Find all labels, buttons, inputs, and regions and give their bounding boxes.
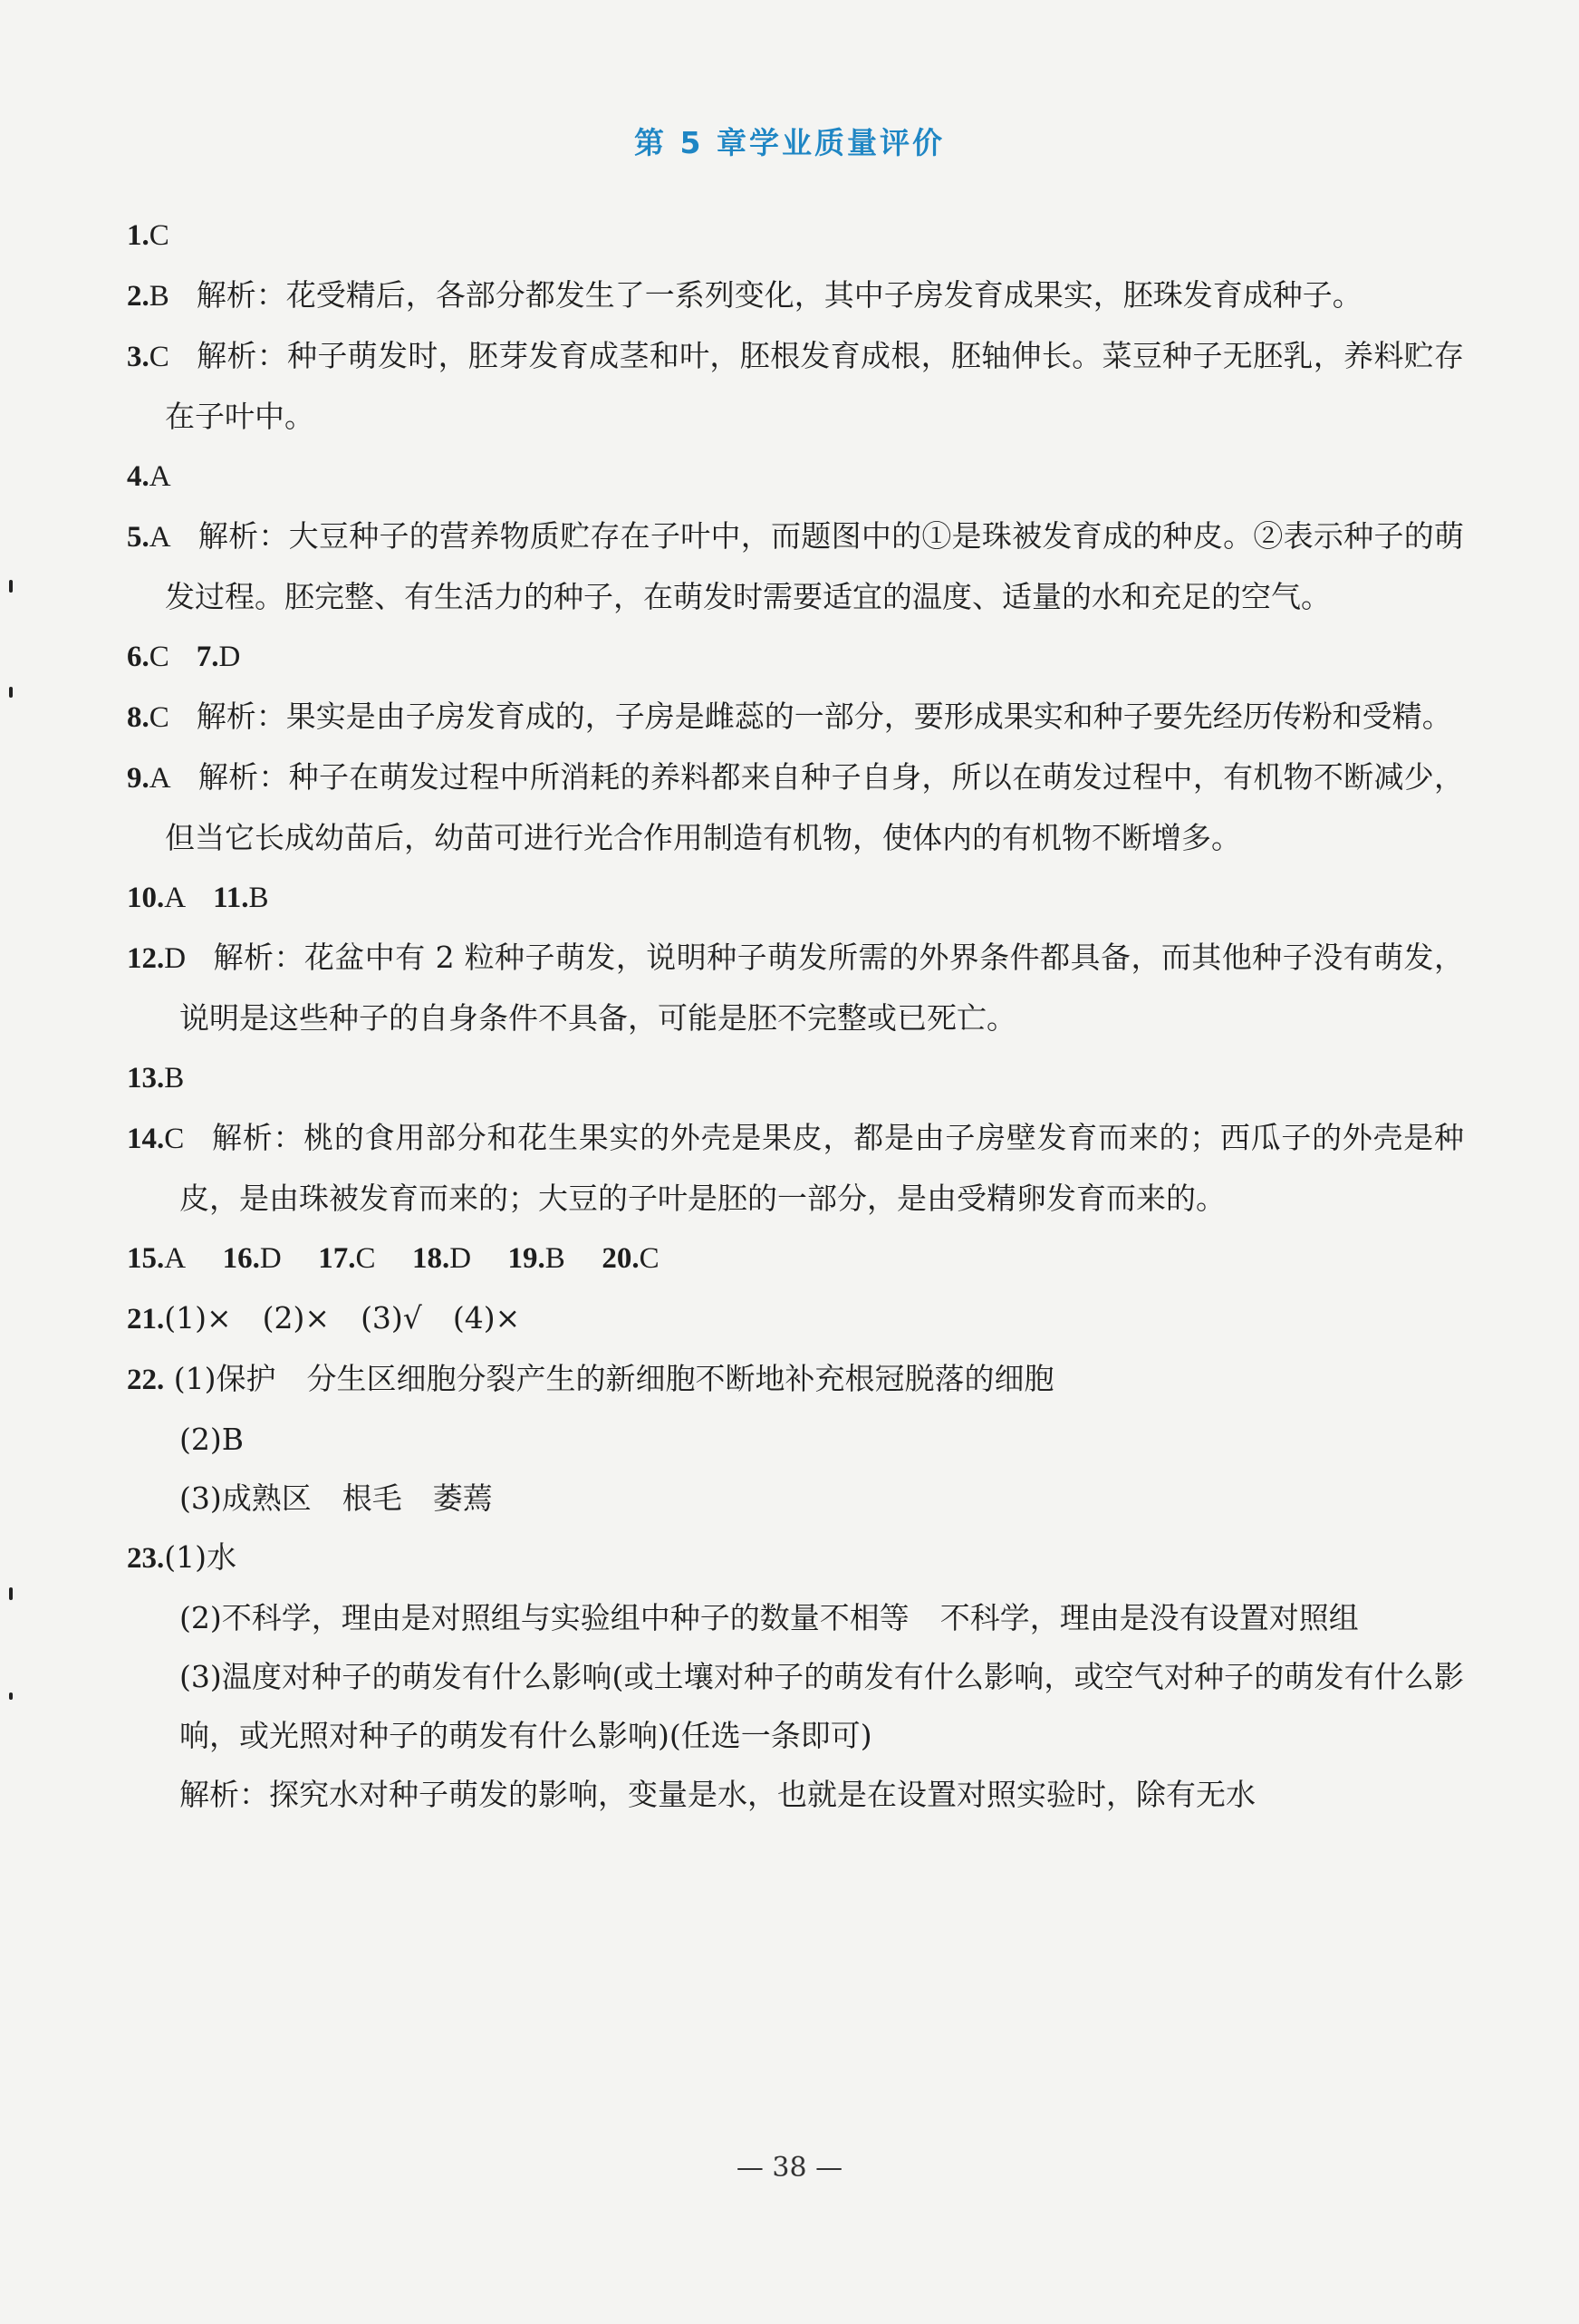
- explanation: 解析：花受精后，各部分都发生了一系列变化，其中子房发育成果实，胚珠发育成种子。: [196, 277, 1362, 313]
- explanation: 解析：种子在萌发过程中所消耗的养料都来自种子自身，所以在萌发过程中，有机物不断减少，但当它长成幼苗后，幼苗可进行光合作用制造有机物，使体内的有机物不断增多。: [165, 759, 1464, 855]
- explanation: 解析：花盆中有 2 粒种子萌发，说明种子萌发所需的外界条件都具备，而其他种子没有萌发，说明是这些种子的自身条件不具备，可能是胚不完整或已死亡。: [179, 940, 1464, 1036]
- scan-mark: [9, 1587, 13, 1600]
- page-number: — 38 —: [736, 2152, 843, 2184]
- answer-item: 23.(1)水: [127, 1539, 236, 1575]
- explanation: 解析：大豆种子的营养物质贮存在子叶中，而题图中的①是珠被发育成的种皮。②表示种子的萌发过程。胚完整、有生活力的种子，在萌发时需要适宜的温度、适量的水和充足的空气。: [165, 518, 1464, 614]
- answer-subpart: (3)温度对种子的萌发有什么影响(或土壤对种子的萌发有什么影响，或空气对种子的萌发有什么影响，或光照对种子的萌发有什么影响)(任选一条即可): [179, 1659, 1464, 1753]
- answer-item: 22. (1)保护 分生区细胞分裂产生的新细胞不断地补充根冠脱落的细胞: [127, 1361, 1054, 1396]
- answer-item: 12.D 解析：花盆中有 2 粒种子萌发，说明种子萌发所需的外界条件都具备，而其他种子没有萌发，说明是这些种子的自身条件不具备，可能是胚不完整或已死亡。: [127, 940, 1464, 1036]
- answer-item: 13.B: [127, 1062, 185, 1094]
- answer-item: 15.A 16.D 17.C 18.D 19.B 20.C: [127, 1242, 660, 1275]
- answer-item: 10.A 11.B: [127, 882, 269, 914]
- answer-item: 6.C 7.D: [127, 641, 241, 673]
- answer-subpart: (3)成熟区 根毛 萎蔫: [179, 1480, 493, 1516]
- answer-item: 21.(1)× (2)× (3)√ (4)×: [127, 1300, 521, 1336]
- answer-item: 2.B 解析：花受精后，各部分都发生了一系列变化，其中子房发育成果实，胚珠发育成种子。: [127, 277, 1362, 313]
- answer-item: 3.C 解析：种子萌发时，胚芽发育成茎和叶，胚根发育成根，胚轴伸长。菜豆种子无胚乳，养料贮存在子叶中。: [127, 338, 1464, 434]
- answer-item: 5.A 解析：大豆种子的营养物质贮存在子叶中，而题图中的①是珠被发育成的种皮。②表示种子的萌发过程。胚完整、有生活力的种子，在萌发时需要适宜的温度、适量的水和充足的空气。: [127, 518, 1464, 614]
- answer-item: 1.C: [127, 219, 169, 252]
- scan-mark: [9, 580, 13, 593]
- answer-item: 8.C 解析：果实是由子房发育成的，子房是雌蕊的一部分，要形成果实和种子要先经历传粉和受精。: [127, 699, 1452, 734]
- answer-subpart: (2)不科学，理由是对照组与实验组中种子的数量不相等 不科学，理由是没有设置对照组: [179, 1600, 1359, 1635]
- explanation: 解析：桃的食用部分和花生果实的外壳是果皮，都是由子房壁发育而来的；西瓜子的外壳是种皮，是由珠被发育而来的；大豆的子叶是胚的一部分，是由受精卵发育而来的。: [179, 1120, 1464, 1216]
- explanation: 解析：果实是由子房发育成的，子房是雌蕊的一部分，要形成果实和种子要先经历传粉和受精。: [196, 699, 1452, 734]
- answer-item: 4.A: [127, 460, 171, 493]
- answer-subpart: (2)B: [179, 1422, 244, 1457]
- answer-item: 9.A 解析：种子在萌发过程中所消耗的养料都来自种子自身，所以在萌发过程中，有机物不断减少，但当它长成幼苗后，幼苗可进行光合作用制造有机物，使体内的有机物不断增多。: [127, 759, 1464, 855]
- explanation: 解析：种子萌发时，胚芽发育成茎和叶，胚根发育成根，胚轴伸长。菜豆种子无胚乳，养料贮存在子叶中。: [165, 338, 1464, 434]
- page-title: 第 5 章学业质量评价: [634, 125, 945, 160]
- scan-mark: [9, 687, 13, 698]
- answer-item: 14.C 解析：桃的食用部分和花生果实的外壳是果皮，都是由子房壁发育而来的；西瓜子的外壳是种皮，是由珠被发育而来的；大豆的子叶是胚的一部分，是由受精卵发育而来的。: [127, 1120, 1464, 1216]
- scan-mark: [9, 1692, 13, 1700]
- answer-subpart: 解析：探究水对种子萌发的影响，变量是水，也就是在设置对照实验时，除有无水: [179, 1777, 1256, 1812]
- answer-list: [127, 205, 1464, 1824]
